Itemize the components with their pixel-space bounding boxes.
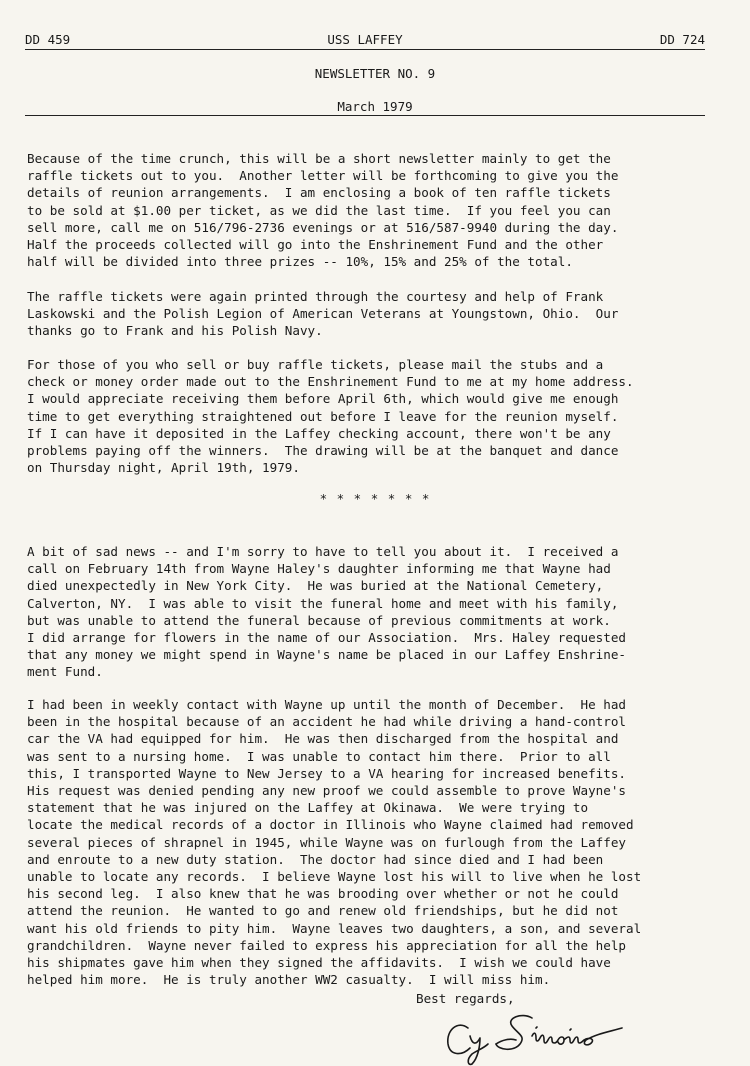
text-line: half will be divided into three prizes -- 10%, 15% and 25% of the total. [27, 254, 573, 270]
newsletter-number: NEWSLETTER NO. 9 [314, 66, 436, 81]
text-line: want his old friends to pity him. Wayne leaves two daughters, a son, and several [27, 920, 642, 936]
text-line: unable to locate any records. I believe Wayne lost his will to live when he lost [27, 869, 642, 885]
text-line: that any money we might spend in Wayne's name be placed in our Laffey Enshrine- [27, 647, 626, 663]
header-rule [25, 49, 705, 50]
text-line: thanks go to Frank and his Polish Navy. [27, 323, 323, 339]
text-line: his shipmates gave him when they signed the affidavits. I wish we could have [27, 955, 611, 971]
text-line: check or money order made out to the Enshrinement Fund to me at my home address. [27, 374, 634, 390]
text-line: A bit of sad news -- and I'm sorry to have to tell you about it. I received a [27, 544, 619, 559]
text-line: raffle tickets out to you. Another letter will be forthcoming to give you the [27, 168, 619, 184]
text-line: statement that he was injured on the Laffey at Okinawa. We were trying to [27, 800, 589, 816]
text-line: I would appreciate receiving them before April 6th, which would give me enough [27, 391, 619, 407]
text-line: died unexpectedly in New York City. He was buried at the National Cemetery, [27, 578, 604, 594]
text-line: was sent to a nursing home. I was unable to contact him there. Prior to all [27, 748, 611, 764]
text-line: car the VA had equipped for him. He was then discharged from the hospital and [27, 731, 619, 747]
text-line: details of reunion arrangements. I am enclosing a book of ten raffle tickets [27, 185, 611, 201]
text-line: this, I transported Wayne to New Jersey to a VA hearing for increased benefits. [27, 765, 626, 781]
paragraph-raffle-printing [27, 288, 730, 340]
text-line: several pieces of shrapnel in 1945, while Wayne was on furlough from the Laffey [27, 834, 626, 850]
text-line: Because of the time crunch, this will be a short newsletter mainly to get the [27, 151, 611, 166]
text-line: but was unable to attend the funeral because of previous commitments at work. [27, 612, 611, 628]
text-line: The raffle tickets were again printed through the courtesy and help of Frank [27, 289, 604, 304]
text-line: sell more, call me on 516/796-2736 evenings or at 516/587-9940 during the day. [27, 219, 619, 235]
date-rule [25, 115, 705, 116]
text-line: I had been in weekly contact with Wayne up until the month of December. He had [27, 697, 626, 712]
text-line: problems paying off the winners. The drawing will be at the banquet and dance [27, 443, 619, 459]
text-line: to be sold at $1.00 per ticket, as we did the last time. If you feel you can [27, 202, 611, 218]
newsletter-date: March 1979 [337, 99, 413, 114]
paragraph-sad-news [27, 543, 730, 681]
text-line: Laskowski and the Polish Legion of American Veterans at Youngstown, Ohio. Our [27, 306, 619, 322]
text-line: For those of you who sell or buy raffle tickets, please mail the stubs and a [27, 357, 604, 372]
text-line: and enroute to a new duty station. The doctor had since died and I had been [27, 851, 604, 867]
hull-number-right: DD 724 [659, 32, 705, 47]
text-line: attend the reunion. He wanted to go and renew old friendships, but he did not [27, 903, 619, 919]
text-line: grandchildren. Wayne never failed to express his appreciation for all the help [27, 937, 626, 953]
text-line: locate the medical records of a doctor in Illinois who Wayne claimed had removed [27, 817, 634, 833]
text-line: ment Fund. [27, 664, 103, 680]
section-separator: * * * * * * * [319, 491, 431, 506]
text-line: His request was denied pending any new proof we could assemble to prove Wayne's [27, 783, 626, 799]
closing-salutation: Best regards, [416, 991, 515, 1006]
ship-name: USS LAFFEY [327, 32, 403, 47]
paragraph-raffle-stubs [27, 356, 730, 476]
letterhead [25, 32, 705, 50]
text-line: If I can have it deposited in the Laffey checking account, there won't be any [27, 425, 611, 441]
text-line: call on February 14th from Wayne Haley's daughter informing me that Wayne had [27, 561, 611, 577]
text-line: been in the hospital because of an accident he had while driving a hand-control [27, 714, 626, 730]
text-line: I did arrange for flowers in the name of our Association. Mrs. Haley requested [27, 630, 626, 646]
text-line: time to get everything straightened out before I leave for the reunion myself. [27, 408, 619, 424]
text-line: his second leg. I also knew that he was brooding over whether or not he could [27, 886, 619, 902]
text-line: helped him more. He is truly another WW2 casualty. I will miss him. [27, 972, 551, 988]
hull-number-left: DD 459 [25, 32, 71, 47]
text-line: on Thursday night, April 19th, 1979. [27, 460, 300, 476]
text-line: Calverton, NY. I was able to visit the funeral home and meet with his family, [27, 595, 619, 611]
paragraph-wayne-history [27, 696, 730, 988]
handwritten-signature [440, 1010, 650, 1066]
paragraph-raffle-intro [27, 150, 730, 270]
text-line: Half the proceeds collected will go into the Enshrinement Fund and the other [27, 237, 604, 253]
